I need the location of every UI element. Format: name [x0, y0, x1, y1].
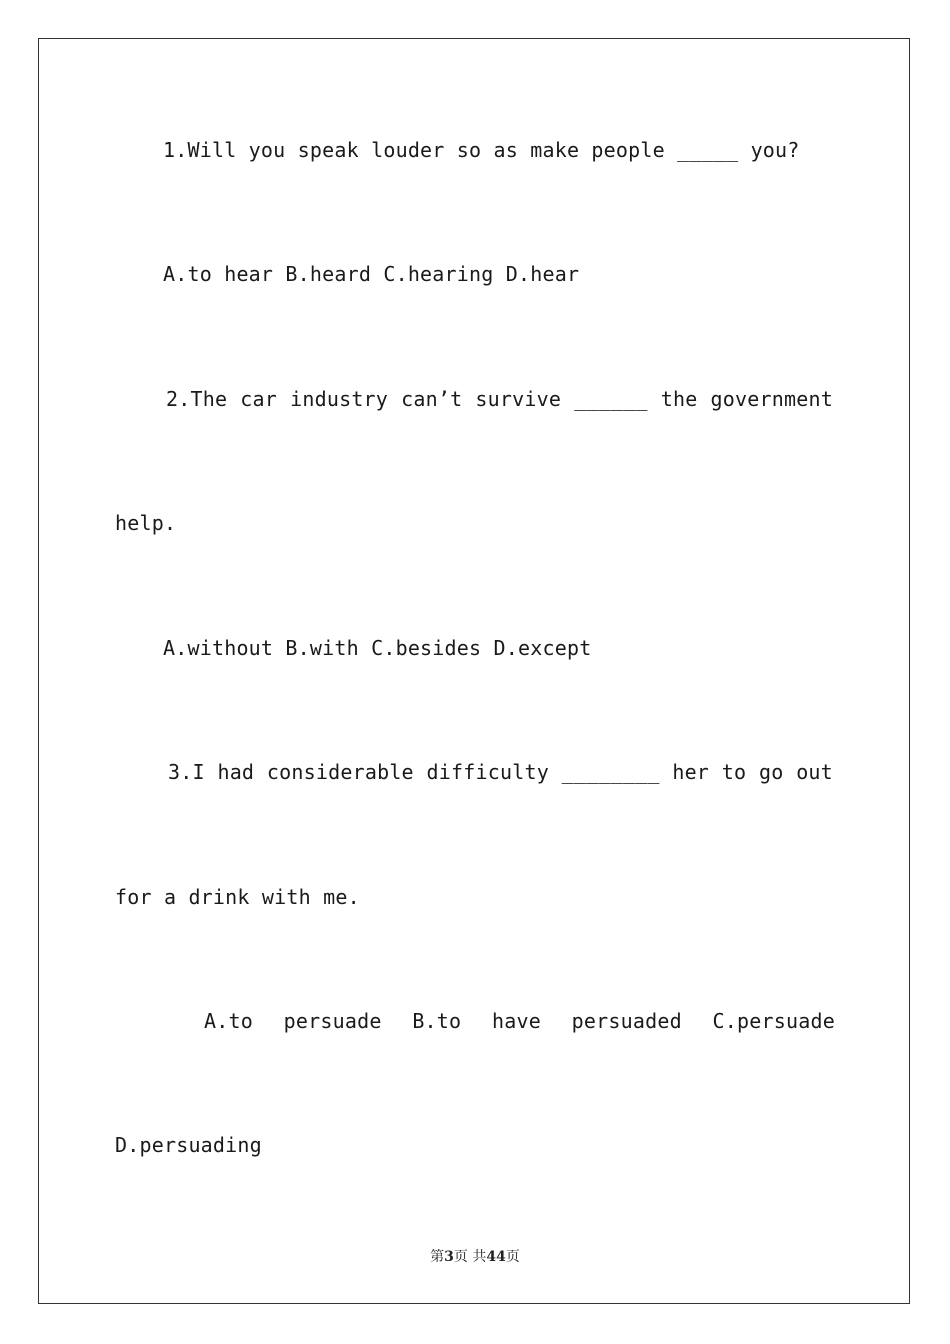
footer-suffix: 页: [505, 1249, 520, 1265]
page-footer: [0, 1247, 950, 1267]
page-border: [38, 38, 910, 1304]
word: can’t: [401, 387, 463, 411]
word: car: [240, 387, 278, 411]
question-3-options: [204, 1007, 835, 1035]
footer-prefix: 第: [430, 1249, 445, 1265]
word: government: [710, 387, 833, 411]
option-word: C.persuade: [712, 1009, 835, 1033]
question-2-text-continued: help.: [115, 511, 177, 535]
footer-middle: 页 共: [453, 1249, 487, 1265]
question-1-text: 1.Will you speak louder so as make people _____ you?: [163, 138, 800, 162]
word: considerable: [266, 760, 414, 784]
word: her: [672, 760, 710, 784]
word: go: [758, 760, 784, 784]
question-1-options: A.to hear B.heard C.hearing D.hear: [163, 262, 580, 286]
option-word: B.to: [412, 1009, 462, 1033]
current-page-number: 3: [444, 1249, 454, 1265]
question-3-text: [168, 758, 833, 786]
answer-blank: ________: [561, 760, 660, 784]
word: difficulty: [426, 760, 549, 784]
question-2-text: [166, 385, 833, 413]
question-2-options: A.without B.with C.besides D.except: [163, 636, 592, 660]
word: industry: [290, 387, 389, 411]
word: the: [660, 387, 698, 411]
question-3-options-continued: D.persuading: [115, 1133, 262, 1157]
word: to: [721, 760, 747, 784]
total-page-count: 44: [486, 1249, 506, 1265]
option-word: A.to: [204, 1009, 253, 1033]
word: 3.I: [168, 760, 205, 784]
option-word: have: [491, 1009, 541, 1033]
option-word: persuade: [283, 1009, 382, 1033]
word: had: [217, 760, 255, 784]
answer-blank: ______: [574, 387, 648, 411]
word: survive: [475, 387, 562, 411]
word: out: [796, 760, 833, 784]
option-word: persuaded: [571, 1009, 682, 1033]
word: 2.The: [166, 387, 228, 411]
question-3-text-continued: for a drink with me.: [115, 885, 360, 909]
